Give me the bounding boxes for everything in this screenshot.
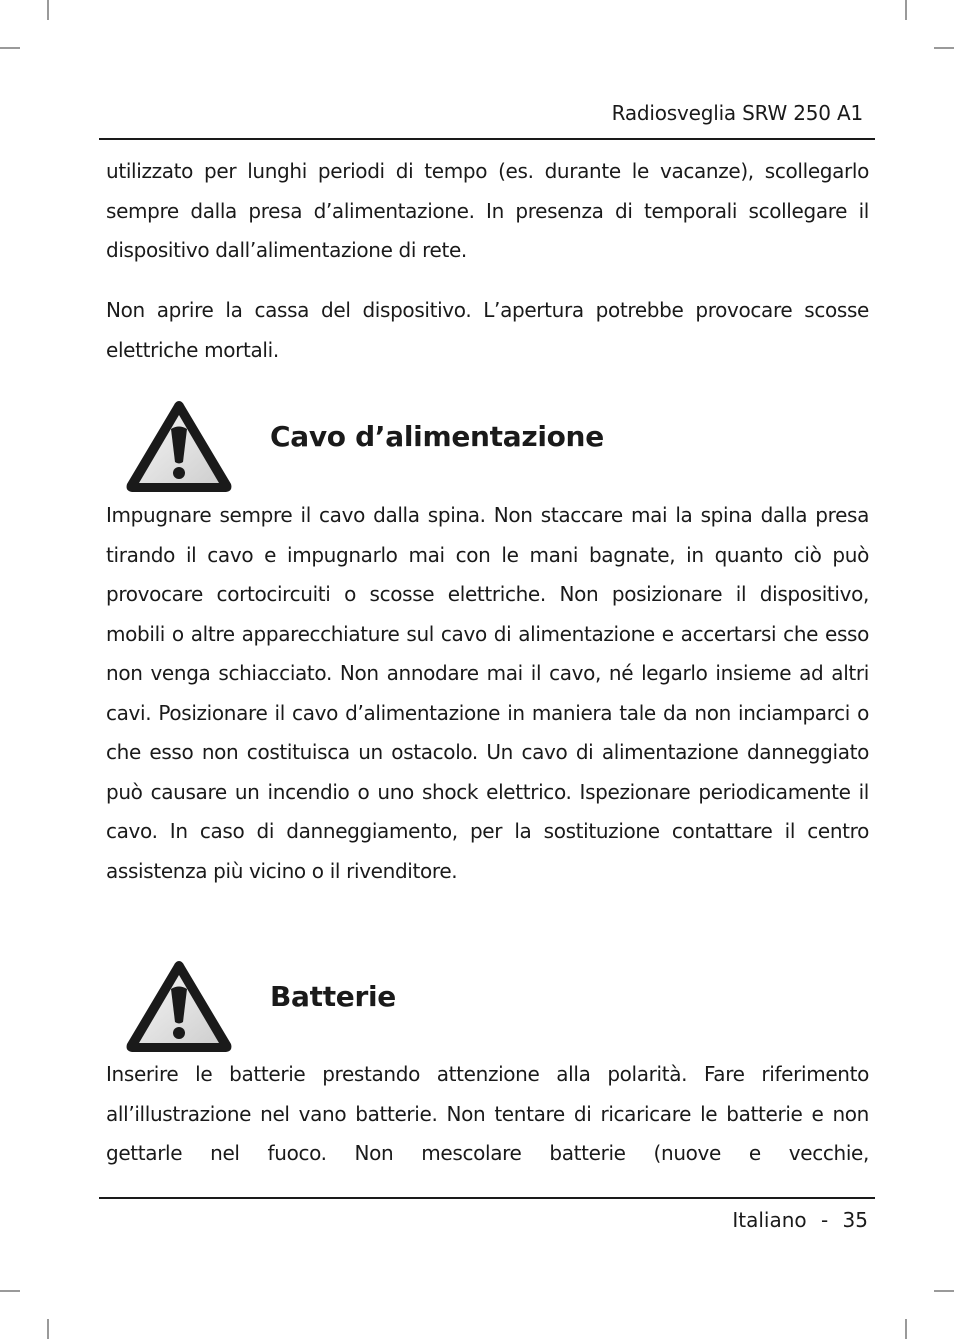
intro-paragraph-1 — [106, 152, 869, 271]
warning-triangle-icon — [123, 958, 235, 1054]
power-cord-text: Impugnare sempre il cavo dalla spina. Non staccare mai la spina dalla presa tirando il cavo e impugnarlo mai con le mani bagnate, in quanto ciò può provocare cortocircuiti o scosse elettriche. Non posizionare il dispositivo, mobili o altre apparecchiature sul cavo di alimentazione e accertarsi che esso non venga schiacciato. Non annodare mai il cavo, né legarlo insieme ad altri cavi. Posizionare il cavo d’alimentazione in maniera tale da non inciamparci o che esso non costituisca un ostacolo. Un cavo di alimentazione danneggiato può causare un incendio o uno shock elettrico. Ispezionare periodicamente il cavo. In caso di danneggiamento, per la sostituzione contattare il centro assistenza più vicino o il rivenditore. — [106, 503, 869, 883]
intro-text-2: Non aprire la cassa del dispositivo. L’apertura potrebbe provocare scosse elettriche mortali. — [106, 298, 869, 362]
footer-language: Italiano — [732, 1208, 807, 1232]
crop-mark-bottom-right — [905, 1319, 907, 1339]
warning-triangle-icon — [123, 398, 235, 494]
running-header: Radiosveglia SRW 250 A1 — [611, 101, 863, 125]
section-title-batteries: Batterie — [270, 980, 396, 1013]
crop-mark-top-left — [47, 0, 49, 20]
section-heading-batteries — [123, 958, 873, 1054]
intro-text-1: utilizzato per lunghi periodi di tempo (es. durante le vacanze), scollegarlo sempre dalla presa d’alimentazione. In presenza di temporali scollegare il dispositivo dall’alimentazione di rete. — [106, 159, 869, 262]
footer-separator: - — [820, 1208, 829, 1232]
footer-rule — [99, 1197, 875, 1199]
page-number: 35 — [842, 1208, 868, 1232]
crop-mark-bottom-left — [47, 1319, 49, 1339]
crop-mark-left-bottom — [0, 1290, 20, 1292]
crop-mark-right-top — [934, 47, 954, 49]
section-body-power-cord — [106, 496, 869, 891]
batteries-text: Inserire le batterie prestando attenzione alla polarità. Fare riferimento all’illustrazione nel vano batterie. Non tentare di ricaricare le batterie e non gettarle nel fuoco. Non mescolare batterie (nuove e vecchie, — [106, 1062, 869, 1165]
intro-paragraph-2 — [106, 291, 869, 370]
section-heading-power-cord — [123, 398, 873, 494]
section-title-power-cord: Cavo d’alimentazione — [270, 420, 604, 453]
section-body-batteries — [106, 1055, 869, 1174]
crop-mark-left-top — [0, 47, 20, 49]
crop-mark-top-right — [905, 0, 907, 20]
crop-mark-right-bottom — [934, 1290, 954, 1292]
header-rule — [99, 138, 875, 140]
page-footer — [732, 1208, 868, 1232]
